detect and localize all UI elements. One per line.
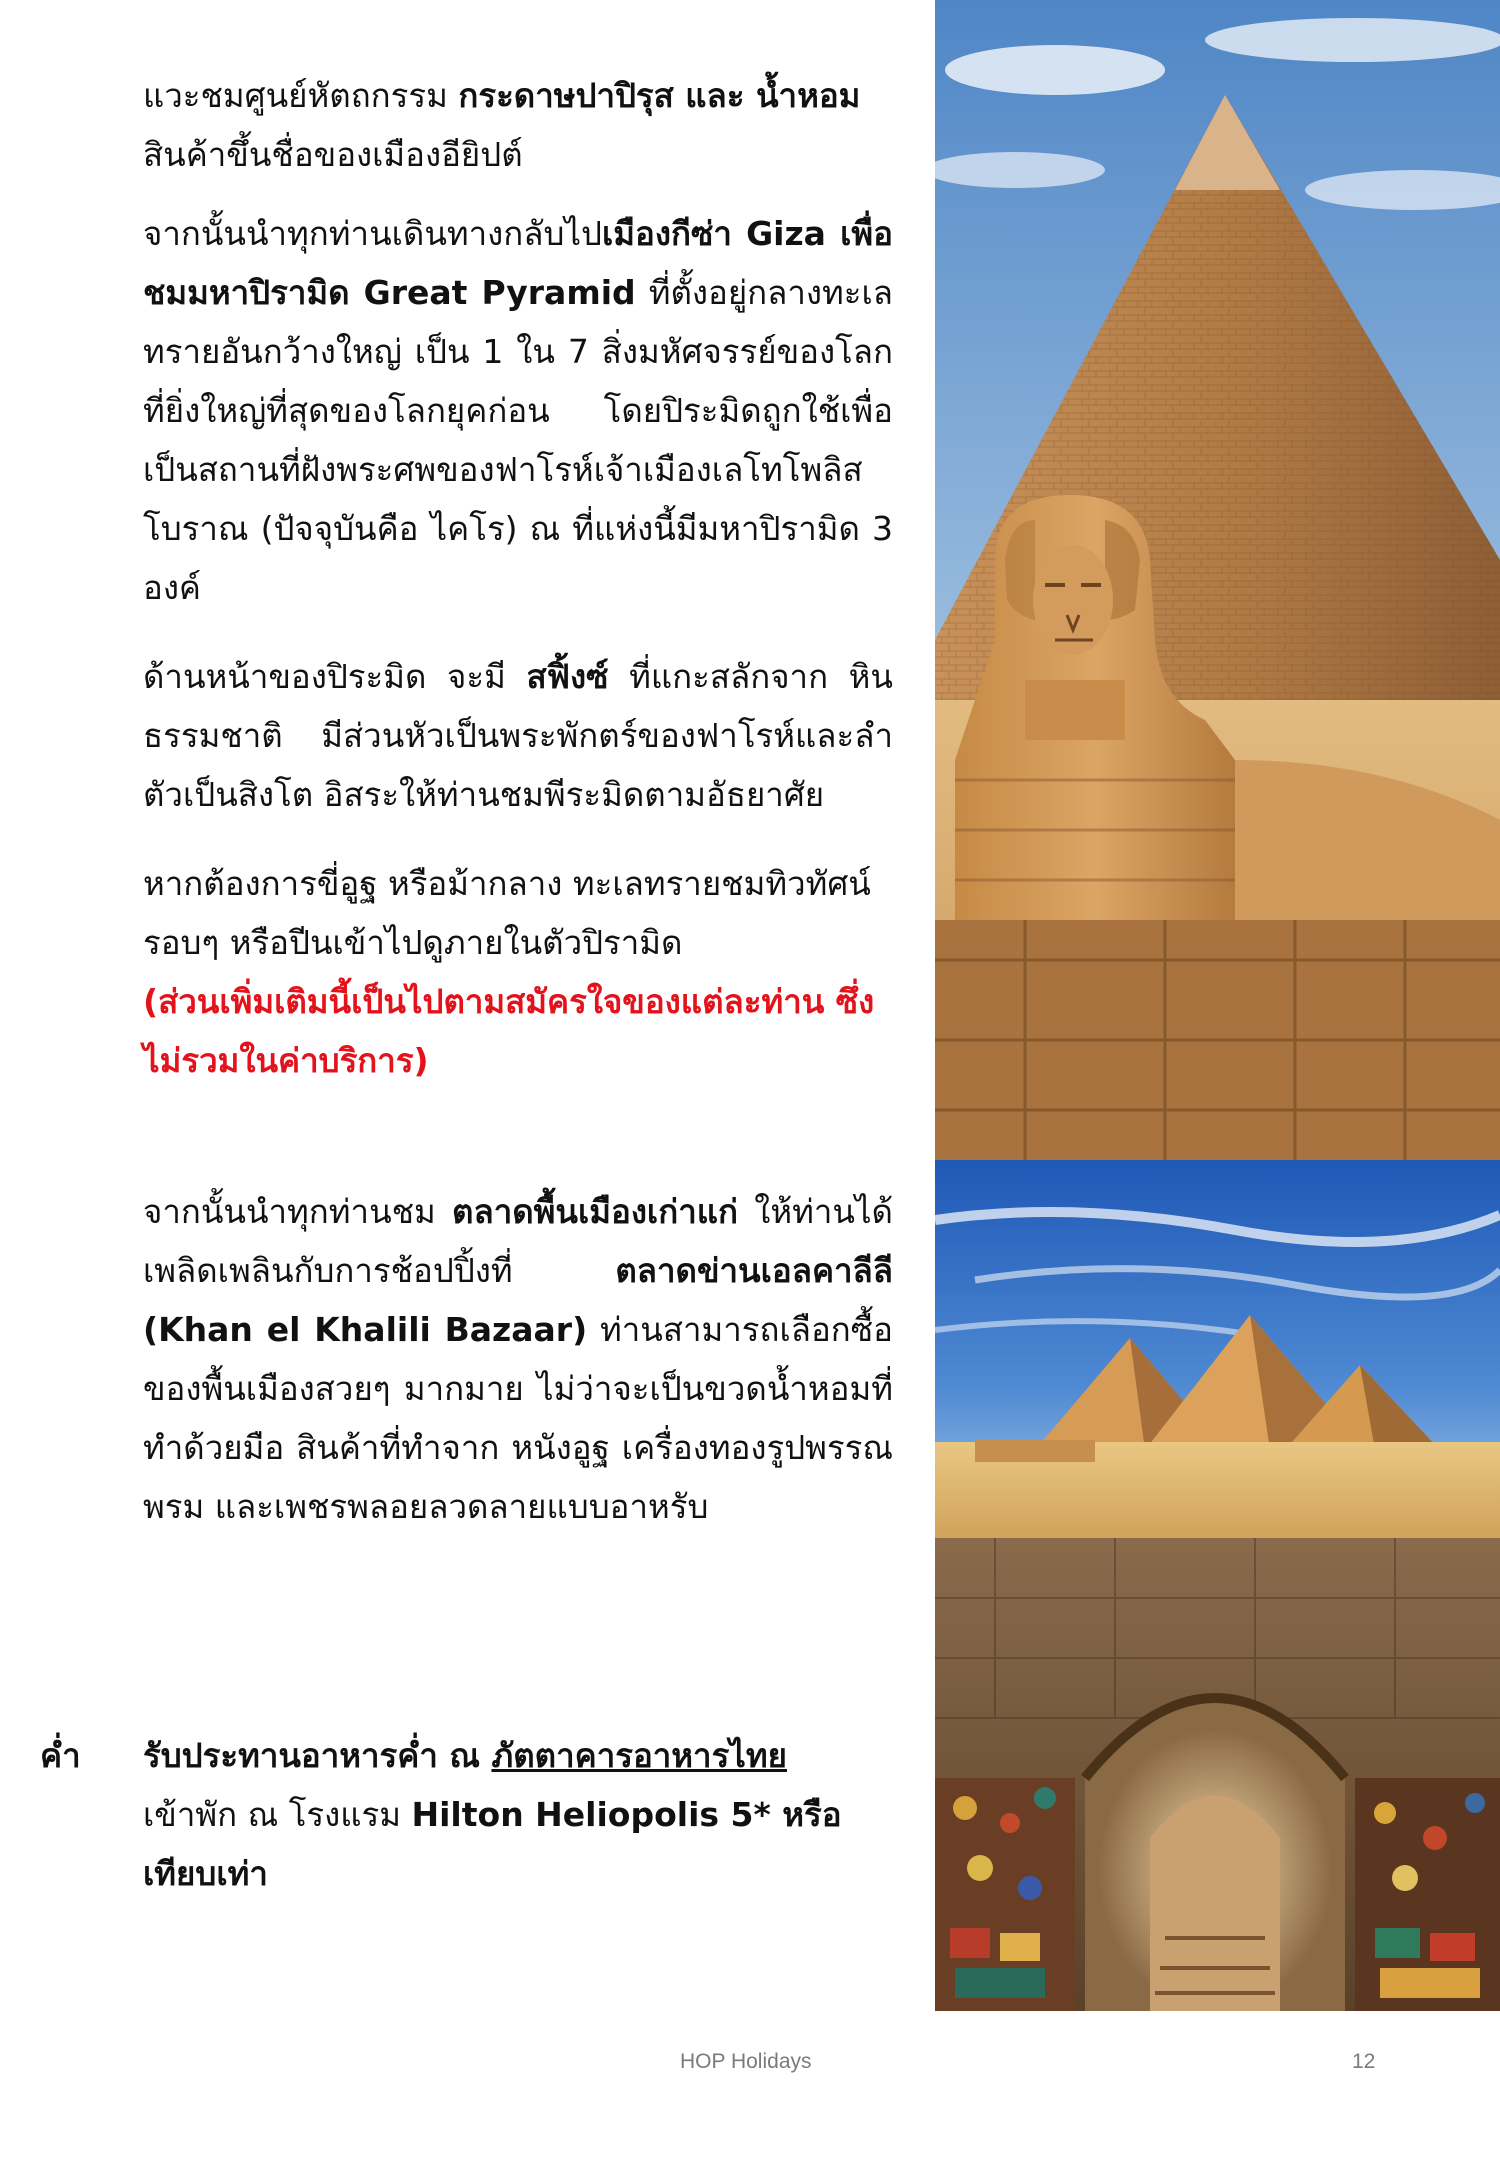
bazaar-photo (935, 1538, 1500, 2011)
paragraph-papyrus (143, 66, 893, 184)
highlight: ตลาดข่านเอลคาลีลี (Khan el Khalili Bazaar) (143, 1251, 893, 1349)
three-pyramids-image (935, 1160, 1500, 1538)
sphinx-pyramid-image (935, 0, 1500, 1160)
highlight: สฟิ้งซ์ (526, 657, 609, 696)
itinerary-text (143, 66, 893, 1536)
optional-note: (ส่วนเพิ่มเติมนี้เป็นไปตามสมัครใจของแต่ละท่าน ซึ่งไม่รวมในค่าบริการ) (143, 982, 875, 1080)
text: ท่านสามารถเลือกซื้อของพื้นเมืองสวยๆ มากมาย ไม่ว่าจะเป็นขวดน้ำหอมที่ทำด้วยมือ สินค้าที่ทำจาก หนังอูฐ เครื่องทองรูปพรรณ พรม และเพชรพลอยลวดลายแบบอาหรับ (143, 1310, 893, 1526)
restaurant: ภัตตาคารอาหารไทย (491, 1736, 787, 1775)
page-number: 12 (1352, 2050, 1376, 2073)
paragraph-giza (143, 204, 893, 617)
dinner-line (143, 1726, 893, 1785)
text: จากนั้นนำทุกท่านเดินทางกลับไป (143, 214, 602, 253)
hotel-name: Hilton Heliopolis 5* หรือเทียบเท่า (143, 1795, 842, 1893)
text: จากนั้นนำทุกท่านชม (143, 1192, 453, 1231)
three-pyramids-photo (935, 1160, 1500, 1538)
dinner-details (143, 1726, 893, 1903)
sphinx-pyramid-photo (935, 0, 1500, 1160)
paragraph-sphinx (143, 647, 893, 824)
bazaar-image (935, 1538, 1500, 2011)
paragraph-bazaar (143, 1182, 893, 1536)
text: ที่แกะสลักจาก หินธรรมชาติ มีส่วนหัวเป็นพระพักตร์ของฟาโรห์และลำตัวเป็นสิงโต อิสระให้ท่านชมพีระมิดตามอัธยาศัย (143, 657, 893, 814)
highlight: กระดาษปาปิรุส และ น้ำหอม (458, 76, 861, 115)
highlight: เมืองกีซ่า Giza เพื่อชมมหาปิรามิด Great Pyramid (143, 214, 893, 312)
photo-column (935, 0, 1500, 2011)
footer-brand: HOP Holidays (680, 2050, 812, 2073)
text: ให้ท่านได้ เพลิดเพลินกับการช้อปปิ้งที่ (143, 1192, 893, 1290)
dinner-label: ค่ำ (40, 1736, 81, 1775)
text: ที่ตั้งอยู่กลางทะเลทรายอันกว้างใหญ่ เป็น 1 ใน 7 สิ่งมหัศจรรย์ของโลกที่ยิ่งใหญ่ที่สุดของโลกยุคก่อน โดยปิระมิดถูกใช้เพื่อเป็นสถานที่ฝังพระศพของฟาโรห์เจ้าเมืองเลโทโพลิสโบราณ (ปัจจุบันคือ ไคโร) ณ ที่แห่งนี้มีมหาปิรามิด 3 องค์ (143, 273, 893, 607)
text: สินค้าขึ้นชื่อของเมืองอียิปต์ (143, 135, 523, 174)
text: เข้าพัก ณ โรงแรม (143, 1795, 412, 1834)
text: ด้านหน้าของปิระมิด จะมี (143, 657, 527, 696)
text: แวะชมศูนย์หัตถกรรม (143, 76, 459, 115)
highlight: ตลาดพื้นเมืองเก่าแก่ (452, 1192, 738, 1231)
text: รับประทานอาหารค่ำ ณ (143, 1736, 492, 1775)
text: หากต้องการขี่อูฐ หรือม้ากลาง ทะเลทรายชมทิวทัศน์รอบๆ หรือปีนเข้าไปดูภายในตัวปิรามิด (143, 864, 871, 962)
hotel-line (143, 1785, 893, 1903)
paragraph-camel (143, 854, 893, 1090)
